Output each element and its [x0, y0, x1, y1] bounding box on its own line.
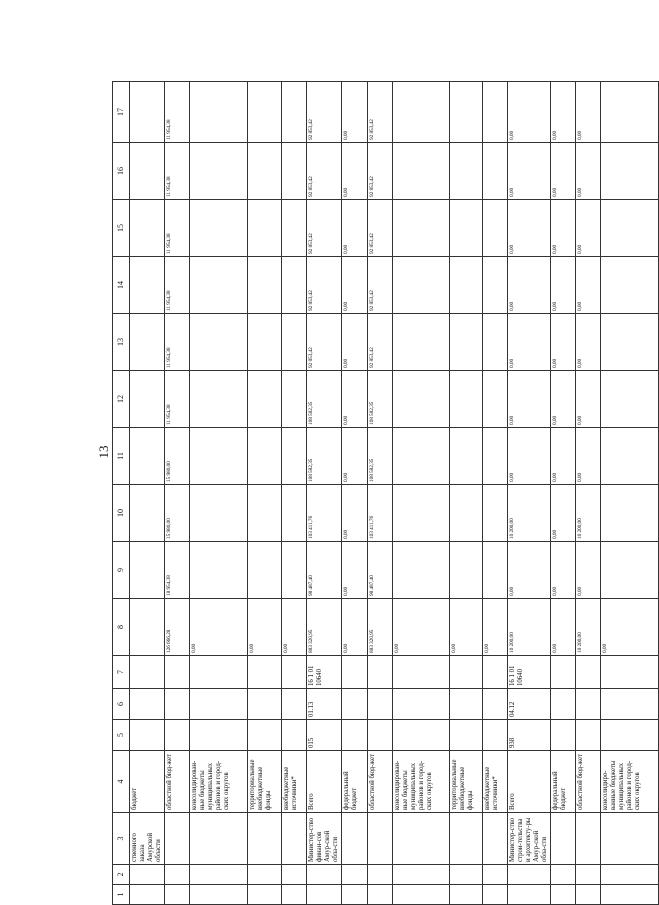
amount-cell: 92 853,42: [307, 82, 342, 143]
amount-cell: 0,00: [551, 257, 576, 314]
amount-cell: [282, 82, 307, 143]
rzpr-code-cell: [483, 689, 508, 720]
amount-cell: [130, 371, 165, 428]
amount-cell: [248, 257, 282, 314]
amount-cell: 0,00: [576, 200, 601, 257]
amount-cell: 92 853,42: [368, 314, 393, 371]
amount-cell: 0,00: [551, 143, 576, 200]
amount-cell: 98 487,40: [368, 542, 393, 599]
amount-cell: 0,00: [342, 485, 368, 542]
table-row: [483, 82, 508, 905]
executor-cell: [601, 813, 659, 865]
amount-cell: 0,00: [576, 371, 601, 428]
amount-cell: [190, 542, 248, 599]
amount-cell: 11 954,38: [165, 257, 190, 314]
amount-cell: 0,00: [576, 542, 601, 599]
amount-cell: [190, 82, 248, 143]
amount-cell: [248, 200, 282, 257]
amount-cell: [130, 428, 165, 485]
column-number: 9: [113, 542, 130, 599]
amount-cell: 0,00: [508, 257, 551, 314]
amount-cell: 11 954,38: [165, 371, 190, 428]
amount-cell: [130, 485, 165, 542]
amount-cell: [483, 542, 508, 599]
cell-col1: [190, 885, 248, 905]
amount-cell: 0,00: [576, 82, 601, 143]
cell-col1: [576, 885, 601, 905]
amount-cell: 10 200,00: [576, 599, 601, 656]
amount-cell: 0,00: [551, 371, 576, 428]
table-row: [393, 82, 450, 905]
grbs-code-cell: [551, 720, 576, 751]
amount-cell: [483, 428, 508, 485]
amount-cell: 0,00: [508, 82, 551, 143]
amount-cell: [450, 428, 483, 485]
amount-cell: [450, 257, 483, 314]
funding-source-cell: областной бюд-жет: [368, 751, 393, 813]
executor-cell: [483, 813, 508, 865]
csr-code-cell: [551, 656, 576, 689]
amount-cell: 0,00: [576, 143, 601, 200]
cell-col2: [130, 865, 165, 885]
amount-cell: [393, 371, 450, 428]
amount-cell: [450, 82, 483, 143]
funding-source-cell: областной бюд-жет: [576, 751, 601, 813]
amount-cell: [601, 485, 659, 542]
amount-cell: [601, 143, 659, 200]
grbs-code-cell: [165, 720, 190, 751]
amount-cell: 92 853,42: [368, 143, 393, 200]
funding-source-cell: консолидирован-ные бюджеты муниципальных районов и город-ских округов: [393, 751, 450, 813]
amount-cell: [601, 371, 659, 428]
amount-cell: [248, 314, 282, 371]
executor-cell: [450, 813, 483, 865]
column-number: 17: [113, 82, 130, 143]
table-row: [307, 82, 342, 905]
cell-col1: [601, 885, 659, 905]
cell-col2: [508, 865, 551, 885]
amount-cell: 103 411,76: [307, 485, 342, 542]
amount-cell: 11 954,38: [165, 200, 190, 257]
amount-cell: 0,00: [342, 599, 368, 656]
column-number: 12: [113, 371, 130, 428]
rzpr-code-cell: [190, 689, 248, 720]
column-number: 5: [113, 720, 130, 751]
table-row: [165, 82, 190, 905]
amount-cell: [450, 200, 483, 257]
amount-cell: [450, 371, 483, 428]
amount-cell: [483, 143, 508, 200]
grbs-code-cell: [248, 720, 282, 751]
cell-col2: [190, 865, 248, 885]
amount-cell: [282, 485, 307, 542]
column-number: 4: [113, 751, 130, 813]
column-number: 15: [113, 200, 130, 257]
executor-cell: Министер-ство строи-тельства и архитекту-ры Амур-ской обла-сти: [508, 813, 551, 865]
amount-cell: 0,00: [483, 599, 508, 656]
cell-col2: [576, 865, 601, 885]
cell-col1: [368, 885, 393, 905]
table-row: [601, 82, 659, 905]
csr-code-cell: [450, 656, 483, 689]
amount-cell: 0,00: [342, 200, 368, 257]
amount-cell: 0,00: [551, 314, 576, 371]
rzpr-code-cell: [551, 689, 576, 720]
amount-cell: [130, 257, 165, 314]
amount-cell: 92 853,42: [368, 257, 393, 314]
amount-cell: [601, 542, 659, 599]
rzpr-code-cell: [393, 689, 450, 720]
table-row: [576, 82, 601, 905]
grbs-code-cell: [483, 720, 508, 751]
amount-cell: 10 200,00: [576, 485, 601, 542]
executor-cell: ственного заказа Амурской области: [130, 813, 165, 865]
amount-cell: 0,00: [450, 599, 483, 656]
csr-code-cell: [368, 656, 393, 689]
amount-cell: 0,00: [508, 542, 551, 599]
cell-col2: [342, 865, 368, 885]
cell-col2: [165, 865, 190, 885]
cell-col1: [282, 885, 307, 905]
cell-col1: [307, 885, 342, 905]
amount-cell: 0,00: [248, 599, 282, 656]
amount-cell: [130, 314, 165, 371]
table-row: [190, 82, 248, 905]
csr-code-cell: [342, 656, 368, 689]
amount-cell: 92 853,42: [307, 143, 342, 200]
csr-code-cell: [190, 656, 248, 689]
amount-cell: [190, 257, 248, 314]
amount-cell: 92 853,42: [368, 200, 393, 257]
amount-cell: [393, 143, 450, 200]
cell-col2: [282, 865, 307, 885]
column-number: 14: [113, 257, 130, 314]
grbs-code-cell: [368, 720, 393, 751]
column-number: 3: [113, 813, 130, 865]
rotated-table-wrapper: [112, 85, 642, 905]
amount-cell: [282, 542, 307, 599]
column-number: 16: [113, 143, 130, 200]
funding-source-cell: федеральный бюджет: [551, 751, 576, 813]
grbs-code-cell: [576, 720, 601, 751]
table-row: [282, 82, 307, 905]
amount-cell: 0,00: [282, 599, 307, 656]
column-number: 6: [113, 689, 130, 720]
amount-cell: 0,00: [342, 257, 368, 314]
amount-cell: [601, 82, 659, 143]
cell-col1: [342, 885, 368, 905]
amount-cell: 11 954,38: [165, 82, 190, 143]
amount-cell: [393, 542, 450, 599]
amount-cell: 0,00: [576, 257, 601, 314]
amount-cell: [393, 257, 450, 314]
amount-cell: [393, 428, 450, 485]
amount-cell: 0,00: [508, 428, 551, 485]
amount-cell: 98 487,40: [307, 542, 342, 599]
amount-cell: 10 200,00: [508, 485, 551, 542]
csr-code-cell: 16 1 01 10640: [508, 656, 551, 689]
table-row: [551, 82, 576, 905]
table-row: [130, 82, 165, 905]
executor-cell: [393, 813, 450, 865]
column-number-row: [113, 82, 130, 905]
grbs-code-cell: [190, 720, 248, 751]
grbs-code-cell: [282, 720, 307, 751]
csr-code-cell: [483, 656, 508, 689]
funding-source-cell: консолидиро-ванные бюджеты муниципальных районов и город-ских округов: [601, 751, 659, 813]
amount-cell: [248, 82, 282, 143]
table-row: [368, 82, 393, 905]
column-number: 11: [113, 428, 130, 485]
cell-col2: [248, 865, 282, 885]
cell-col2: [601, 865, 659, 885]
table-row: [508, 82, 551, 905]
amount-cell: 0,00: [190, 599, 248, 656]
amount-cell: [450, 143, 483, 200]
cell-col1: [248, 885, 282, 905]
amount-cell: 10 200,00: [508, 599, 551, 656]
funding-source-cell: консолидирован-ные бюджеты муниципальных районов и город-ских округов: [190, 751, 248, 813]
amount-cell: [190, 143, 248, 200]
amount-cell: [130, 200, 165, 257]
cell-col1: [483, 885, 508, 905]
amount-cell: [190, 428, 248, 485]
amount-cell: 0,00: [508, 200, 551, 257]
funding-source-cell: Всего: [508, 751, 551, 813]
rzpr-code-cell: [130, 689, 165, 720]
column-number: 7: [113, 656, 130, 689]
amount-cell: [248, 371, 282, 428]
amount-cell: [450, 485, 483, 542]
cell-col2: [307, 865, 342, 885]
grbs-code-cell: [450, 720, 483, 751]
amount-cell: 108 582,35: [307, 428, 342, 485]
amount-cell: 18 954,38: [165, 542, 190, 599]
csr-code-cell: [130, 656, 165, 689]
amount-cell: 108 582,35: [307, 371, 342, 428]
csr-code-cell: [248, 656, 282, 689]
amount-cell: [282, 143, 307, 200]
amount-cell: [190, 485, 248, 542]
rzpr-code-cell: 01.13: [307, 689, 342, 720]
csr-code-cell: [282, 656, 307, 689]
csr-code-cell: 16 1 01 10640: [307, 656, 342, 689]
amount-cell: 0,00: [508, 314, 551, 371]
amount-cell: 0,00: [576, 314, 601, 371]
funding-source-cell: федеральный бюджет: [342, 751, 368, 813]
cell-col2: [393, 865, 450, 885]
amount-cell: 11 954,38: [165, 143, 190, 200]
amount-cell: 15 980,00: [165, 485, 190, 542]
rzpr-code-cell: [282, 689, 307, 720]
amount-cell: 0,00: [342, 542, 368, 599]
cell-col1: [165, 885, 190, 905]
amount-cell: 0,00: [508, 371, 551, 428]
amount-cell: [248, 143, 282, 200]
rzpr-code-cell: [165, 689, 190, 720]
column-number: 1: [113, 885, 130, 905]
amount-cell: [190, 371, 248, 428]
amount-cell: 0,00: [342, 143, 368, 200]
cell-col2: [483, 865, 508, 885]
funding-source-cell: внебюджетные источники*: [282, 751, 307, 813]
executor-cell: [342, 813, 368, 865]
amount-cell: [601, 200, 659, 257]
column-number: 10: [113, 485, 130, 542]
amount-cell: 0,00: [551, 200, 576, 257]
grbs-code-cell: [342, 720, 368, 751]
grbs-code-cell: 015: [307, 720, 342, 751]
amount-cell: [130, 82, 165, 143]
executor-cell: [368, 813, 393, 865]
csr-code-cell: [576, 656, 601, 689]
grbs-code-cell: [130, 720, 165, 751]
rzpr-code-cell: [248, 689, 282, 720]
page-number: 13: [96, 445, 111, 459]
amount-cell: [282, 257, 307, 314]
amount-cell: 883 320,95: [307, 599, 342, 656]
budget-table: [112, 81, 659, 905]
amount-cell: 0,00: [551, 542, 576, 599]
executor-cell: [248, 813, 282, 865]
rzpr-code-cell: 04.12: [508, 689, 551, 720]
rzpr-code-cell: [601, 689, 659, 720]
amount-cell: [601, 428, 659, 485]
amount-cell: 126 666,28: [165, 599, 190, 656]
cell-col1: [450, 885, 483, 905]
amount-cell: [190, 200, 248, 257]
column-number: 8: [113, 599, 130, 656]
amount-cell: [282, 371, 307, 428]
amount-cell: 0,00: [551, 82, 576, 143]
column-number: 13: [113, 314, 130, 371]
amount-cell: [393, 314, 450, 371]
rzpr-code-cell: [342, 689, 368, 720]
csr-code-cell: [165, 656, 190, 689]
amount-cell: 0,00: [551, 485, 576, 542]
amount-cell: 0,00: [551, 599, 576, 656]
amount-cell: [282, 428, 307, 485]
amount-cell: 0,00: [576, 428, 601, 485]
amount-cell: [483, 200, 508, 257]
amount-cell: [483, 485, 508, 542]
funding-source-cell: областной бюд-жет: [165, 751, 190, 813]
amount-cell: 11 954,38: [165, 314, 190, 371]
amount-cell: [450, 314, 483, 371]
amount-cell: [190, 314, 248, 371]
amount-cell: 883 320,95: [368, 599, 393, 656]
amount-cell: [248, 428, 282, 485]
amount-cell: [483, 371, 508, 428]
amount-cell: [393, 82, 450, 143]
executor-cell: Министер-ство финан-сов Амур-ской обла-сти: [307, 813, 342, 865]
rzpr-code-cell: [576, 689, 601, 720]
amount-cell: 15 980,00: [165, 428, 190, 485]
funding-source-cell: территориальные внебюджетные фонды: [450, 751, 483, 813]
table-row: [248, 82, 282, 905]
amount-cell: [282, 314, 307, 371]
cell-col1: [508, 885, 551, 905]
amount-cell: 0,00: [601, 599, 659, 656]
amount-cell: [483, 257, 508, 314]
amount-cell: 0,00: [342, 314, 368, 371]
cell-col1: [551, 885, 576, 905]
csr-code-cell: [393, 656, 450, 689]
executor-cell: [576, 813, 601, 865]
funding-source-cell: территориальные внебюджетные фонды: [248, 751, 282, 813]
grbs-code-cell: 938: [508, 720, 551, 751]
amount-cell: [450, 542, 483, 599]
grbs-code-cell: [601, 720, 659, 751]
cell-col2: [450, 865, 483, 885]
amount-cell: [393, 485, 450, 542]
amount-cell: 92 853,42: [307, 200, 342, 257]
amount-cell: [248, 485, 282, 542]
cell-col2: [368, 865, 393, 885]
amount-cell: 0,00: [393, 599, 450, 656]
amount-cell: 92 853,42: [307, 314, 342, 371]
amount-cell: [393, 200, 450, 257]
table-row: [450, 82, 483, 905]
column-number: 2: [113, 865, 130, 885]
funding-source-cell: бюджет: [130, 751, 165, 813]
cell-col1: [393, 885, 450, 905]
amount-cell: [282, 200, 307, 257]
amount-cell: [483, 314, 508, 371]
funding-source-cell: внебюджетные источники*: [483, 751, 508, 813]
executor-cell: [282, 813, 307, 865]
executor-cell: [190, 813, 248, 865]
executor-cell: [165, 813, 190, 865]
amount-cell: [601, 257, 659, 314]
amount-cell: [130, 542, 165, 599]
executor-cell: [551, 813, 576, 865]
amount-cell: [601, 314, 659, 371]
csr-code-cell: [601, 656, 659, 689]
table-row: [342, 82, 368, 905]
cell-col2: [551, 865, 576, 885]
amount-cell: 92 853,42: [307, 257, 342, 314]
amount-cell: 0,00: [508, 143, 551, 200]
amount-cell: 108 582,35: [368, 371, 393, 428]
amount-cell: 92 853,42: [368, 82, 393, 143]
amount-cell: 108 582,35: [368, 428, 393, 485]
amount-cell: 0,00: [342, 371, 368, 428]
amount-cell: [248, 542, 282, 599]
amount-cell: [130, 599, 165, 656]
grbs-code-cell: [393, 720, 450, 751]
amount-cell: 0,00: [342, 428, 368, 485]
amount-cell: 0,00: [551, 428, 576, 485]
cell-col1: [130, 885, 165, 905]
funding-source-cell: Всего: [307, 751, 342, 813]
amount-cell: [483, 82, 508, 143]
rzpr-code-cell: [450, 689, 483, 720]
rzpr-code-cell: [368, 689, 393, 720]
amount-cell: 103 411,76: [368, 485, 393, 542]
amount-cell: [130, 143, 165, 200]
amount-cell: 0,00: [342, 82, 368, 143]
